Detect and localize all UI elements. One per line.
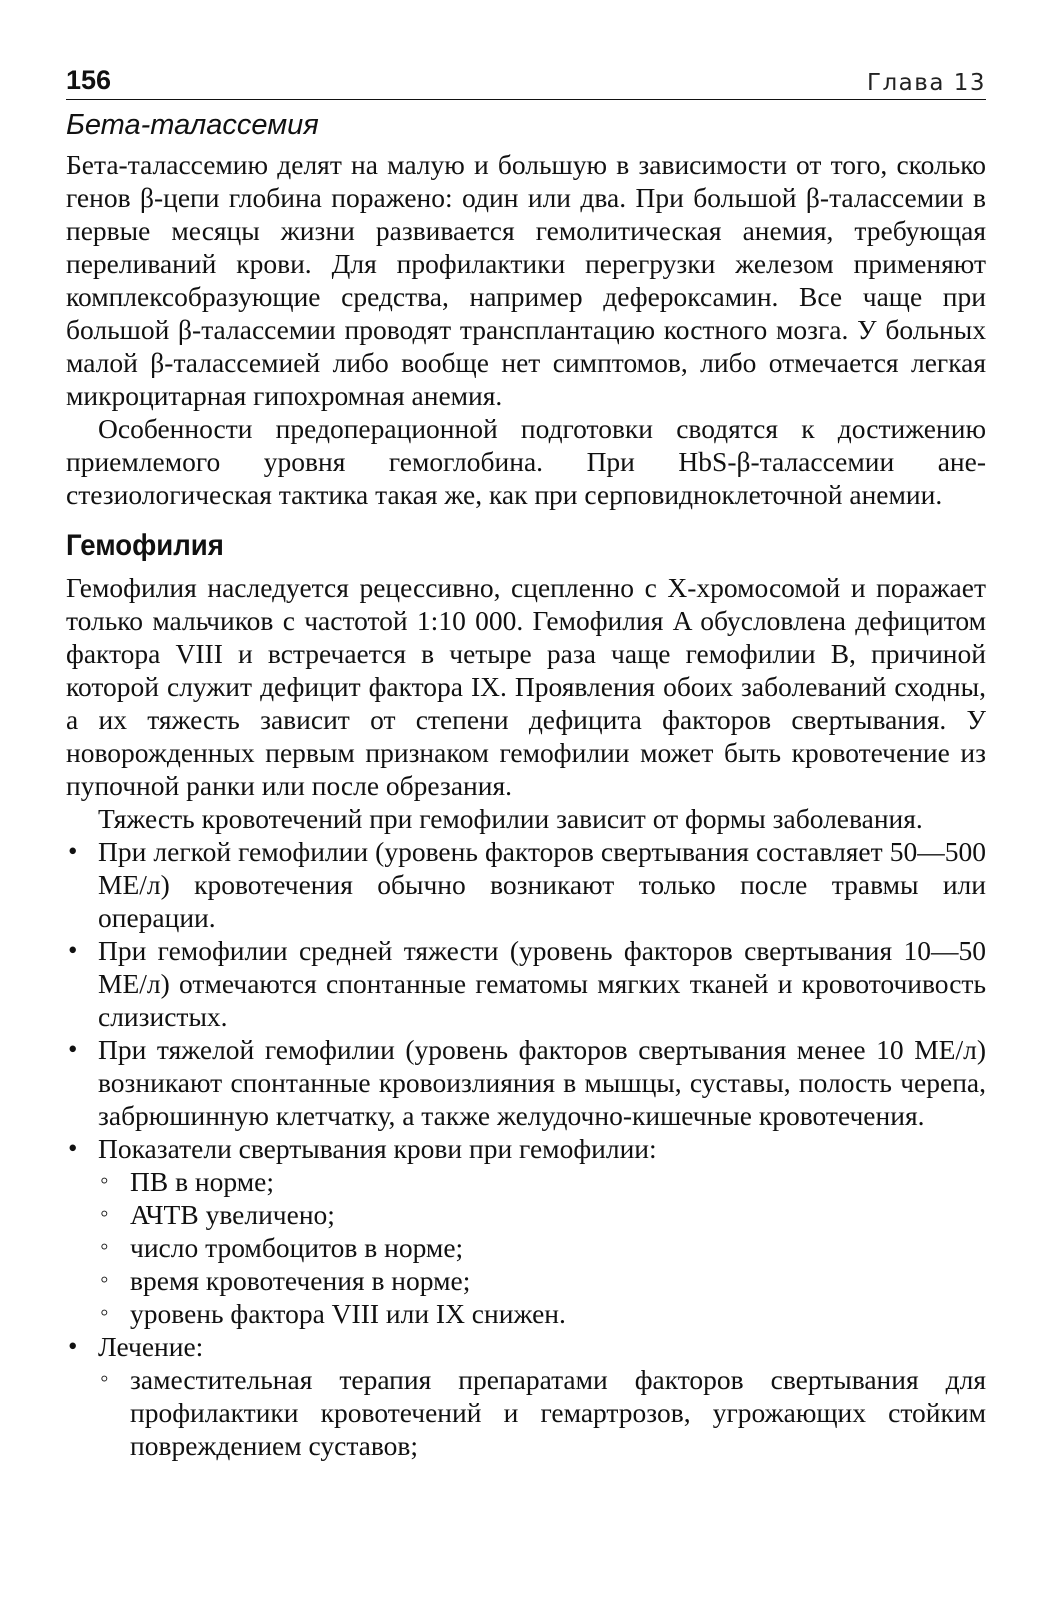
sub-list-item: ◦ АЧТВ увеличено; — [98, 1198, 986, 1231]
bullet-list — [66, 835, 986, 1462]
sub-list-item: ◦ уровень фактора VIII или IX снижен. — [98, 1297, 986, 1330]
sub-list-treatment — [98, 1363, 986, 1462]
list-item: • При гемофилии средней тяжести (уровень факторов свертывания 10—50 МЕ/л) отмечаются спонтанные гематомы мягких тканей и кровоточивость слизистых. — [66, 934, 986, 1033]
paragraph: Тяжесть кровотечений при гемофилии зависит от формы заболевания. — [98, 803, 923, 834]
paragraph: Бета-талассемию делят на малую и большую в зависимости от того, сколько генов β-цепи глобина поражено: один или два. При большой β-талассемии в первые месяцы жизни развивается гемолитическая анемия, требующая переливаний крови. Для профилактики перегрузки железом применяют комплексобразующие средства, например дефероксамин. Все чаще при большой β-талассемии проводят трансплантацию костного мозга. У больных малой β-талассемией либо вообще нет симптомов, либо отмечается легкая микроцитарная гипохромная анемия. — [66, 149, 986, 411]
sub-list-item: ◦ ПВ в норме; — [98, 1165, 986, 1198]
list-item: • При легкой гемофилии (уровень факторов свертывания составляет 50—500 МЕ/л) кровотечения обычно возникают только после травмы или операции. — [66, 835, 986, 934]
running-head — [66, 62, 986, 100]
sub-list-coagulation — [98, 1165, 986, 1330]
list-item-label: Показатели свертывания крови при гемофилии: — [98, 1133, 657, 1164]
sub-list-item: ◦ заместительная терапия препаратами факторов свертывания для профилактики кровотечений и гемартрозов, угрожающих стойким повреждением суставов; — [98, 1363, 986, 1462]
list-item-label: Лечение: — [98, 1331, 204, 1362]
paragraph: Особенности предоперационной подготовки сводятся к достижению приемлемого уровня гемоглобина. При HbS-β-талассемии анестезиологическая тактика такая же, как при серповидноклеточной анемии. — [66, 413, 986, 510]
section-heading-hemophilia: Гемофилия — [66, 529, 224, 562]
sub-list-item: ◦ время кровотечения в норме; — [98, 1264, 986, 1297]
sub-list-item: ◦ число тромбоцитов в норме; — [98, 1231, 986, 1264]
list-item-coagulation — [66, 1132, 986, 1330]
book-page — [66, 62, 986, 1462]
paragraph: Гемофилия наследуется рецессивно, сцепленно с X-хромосомой и поражает только мальчиков с частотой 1:10 000. Гемофилия A обусловлена дефицитом фактора VIII и встречается в четыре раза чаще гемофилии B, причиной которой служит дефицит фактора IX. Проявления обоих заболеваний сходны, а их тяжесть зависит от степени дефицита факторов свертывания. У новорожденных первым признаком гемофилии может быть кровотечение из пупочной ранки или после обрезания. — [66, 572, 986, 801]
page-number: 156 — [66, 65, 112, 95]
chapter-label: Глава 13 — [866, 70, 986, 96]
section-subheading-beta-thalassemia: Бета-талассемия — [66, 109, 319, 141]
list-item-treatment — [66, 1330, 986, 1462]
list-item: • При тяжелой гемофилии (уровень факторов свертывания менее 10 МЕ/л) возникают спонтанные кровоизлияния в мышцы, суставы, полость черепа, забрюшинную клетчатку, а также желудочно-кишечные кровотечения. — [66, 1033, 986, 1132]
